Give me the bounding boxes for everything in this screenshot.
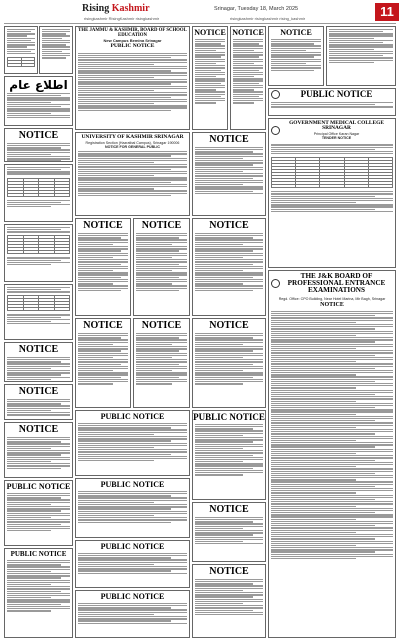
brand-logo (82, 3, 150, 14)
notice-4 (4, 422, 73, 478)
public-notice-col2c-title: PUBLIC NOTICE (100, 542, 165, 551)
name-change-notice (192, 502, 266, 562)
public-notice-col4-title: PUBLIC NOTICE (300, 89, 373, 99)
notice-col2b-title: NOTICE (141, 220, 182, 231)
notice-col3b-title: NOTICE (232, 28, 264, 37)
notice-col2a-title: NOTICE (83, 220, 123, 231)
brand-right: Kashmir (111, 3, 150, 14)
notice-col2c-title: NOTICE (83, 320, 123, 331)
notice-2 (4, 342, 73, 382)
urdu-heading: اطلاع عام (9, 78, 68, 92)
jkbope-notice-heading: NOTICE (320, 301, 344, 308)
page-number: 11 (375, 3, 399, 21)
table-notice-2 (4, 224, 73, 282)
jkbose-title: THE JAMMU & KASHMIR, BOARD OF SCHOOL EDUCATION (78, 28, 187, 38)
jkbope-subtitle: Regd. Office: CPO Building, Near Hotel Marina, Mir Bagh, Srinagar (278, 296, 386, 301)
public-notice-col2d (75, 590, 190, 638)
notice-col3a-title: NOTICE (194, 28, 226, 37)
notice-col2b (133, 218, 190, 316)
brand-left: Rising (82, 3, 110, 14)
social-handles-left: risingkashmir RisingKashmir risingkashmir (84, 16, 160, 21)
public-notice-col3 (192, 410, 266, 500)
university-notice (75, 132, 190, 216)
gmc-title: GOVERNMENT MEDICAL COLLEGE SRINAGAR (289, 120, 384, 132)
masthead (4, 2, 396, 24)
notice-col3e-title: NOTICE (209, 320, 249, 331)
public-notice-col1b-title: PUBLIC NOTICE (10, 550, 67, 558)
notice-col3a (192, 26, 228, 130)
notice-col3c-title: NOTICE (209, 134, 249, 145)
urdu-notice-col4 (326, 26, 396, 86)
notice-col3b (230, 26, 266, 130)
public-notice-col1 (4, 480, 73, 546)
notice-2-title: NOTICE (18, 344, 59, 355)
jkbope-title: THE J&K BOARD OF PROFESSIONAL ENTRANCE EXAMINATIONS (287, 272, 386, 295)
public-notice-col1b (4, 548, 73, 638)
table-notice-1 (4, 164, 73, 222)
jkbose-public-notice (75, 26, 190, 130)
public-notice-col2b-title: PUBLIC NOTICE (100, 480, 165, 489)
public-notice-col2a-title: PUBLIC NOTICE (100, 412, 165, 421)
public-notice-col2c (75, 540, 190, 588)
public-notice-col3-title: PUBLIC NOTICE (193, 412, 265, 422)
notice-col2c (75, 318, 131, 408)
notice-col2a (75, 218, 131, 316)
public-notice-col2d-title: PUBLIC NOTICE (100, 592, 165, 601)
notice-4-title: NOTICE (18, 424, 59, 435)
name-change-title: NOTICE (209, 504, 249, 515)
urdu-notice-1 (4, 26, 38, 74)
notice-col2d (133, 318, 190, 408)
university-title: UNIVERSITY OF KASHMIR SRINAGAR (81, 134, 184, 140)
public-notice-col4 (268, 88, 396, 116)
seal-icon (271, 90, 280, 99)
university-subtitle: Registration Section (Hazratbal Campus), Srinagar 190006 (85, 140, 180, 145)
notice-col4a-title: NOTICE (280, 28, 312, 37)
social-handles-right: risingkashmir risingkashmir rising_kashmir (230, 16, 306, 21)
urdu-public-notice (4, 76, 73, 126)
jkbose-notice-heading: PUBLIC NOTICE (110, 43, 155, 50)
gmc-tender-heading: TENDER NOTICE (321, 136, 352, 141)
notice-col3c (192, 132, 266, 216)
urdu-notice-2 (39, 26, 73, 74)
university-notice-heading: NOTICE FOR GENERAL PUBLIC (104, 144, 161, 149)
jkbope-notice (268, 270, 396, 638)
gmc-tender-notice (268, 118, 396, 268)
jkbope-logo-icon (271, 279, 280, 288)
gmc-logo-icon (271, 126, 280, 135)
notice-col3e (192, 318, 266, 408)
notice-1-title: NOTICE (18, 130, 59, 141)
public-notice-col2b (75, 478, 190, 538)
notice-col3f-title: NOTICE (209, 566, 249, 577)
public-notice-col1-title: PUBLIC NOTICE (6, 482, 71, 491)
notice-3 (4, 384, 73, 420)
table-notice-3 (4, 284, 73, 340)
notice-col3d-title: NOTICE (209, 220, 249, 231)
notice-1 (4, 128, 73, 162)
gmc-subtitle: Principal Office Karan Nagar (313, 131, 360, 136)
notice-col3d (192, 218, 266, 316)
notice-col4a (268, 26, 324, 86)
public-notice-col2a (75, 410, 190, 476)
notice-col2d-title: NOTICE (141, 320, 182, 331)
notice-3-title: NOTICE (18, 386, 59, 397)
issue-date: Srinagar, Tuesday 18, March 2025 (214, 6, 299, 12)
jkbose-subtitle: New Campus Bemina Srinagar (103, 37, 162, 43)
notice-col3f (192, 564, 266, 638)
